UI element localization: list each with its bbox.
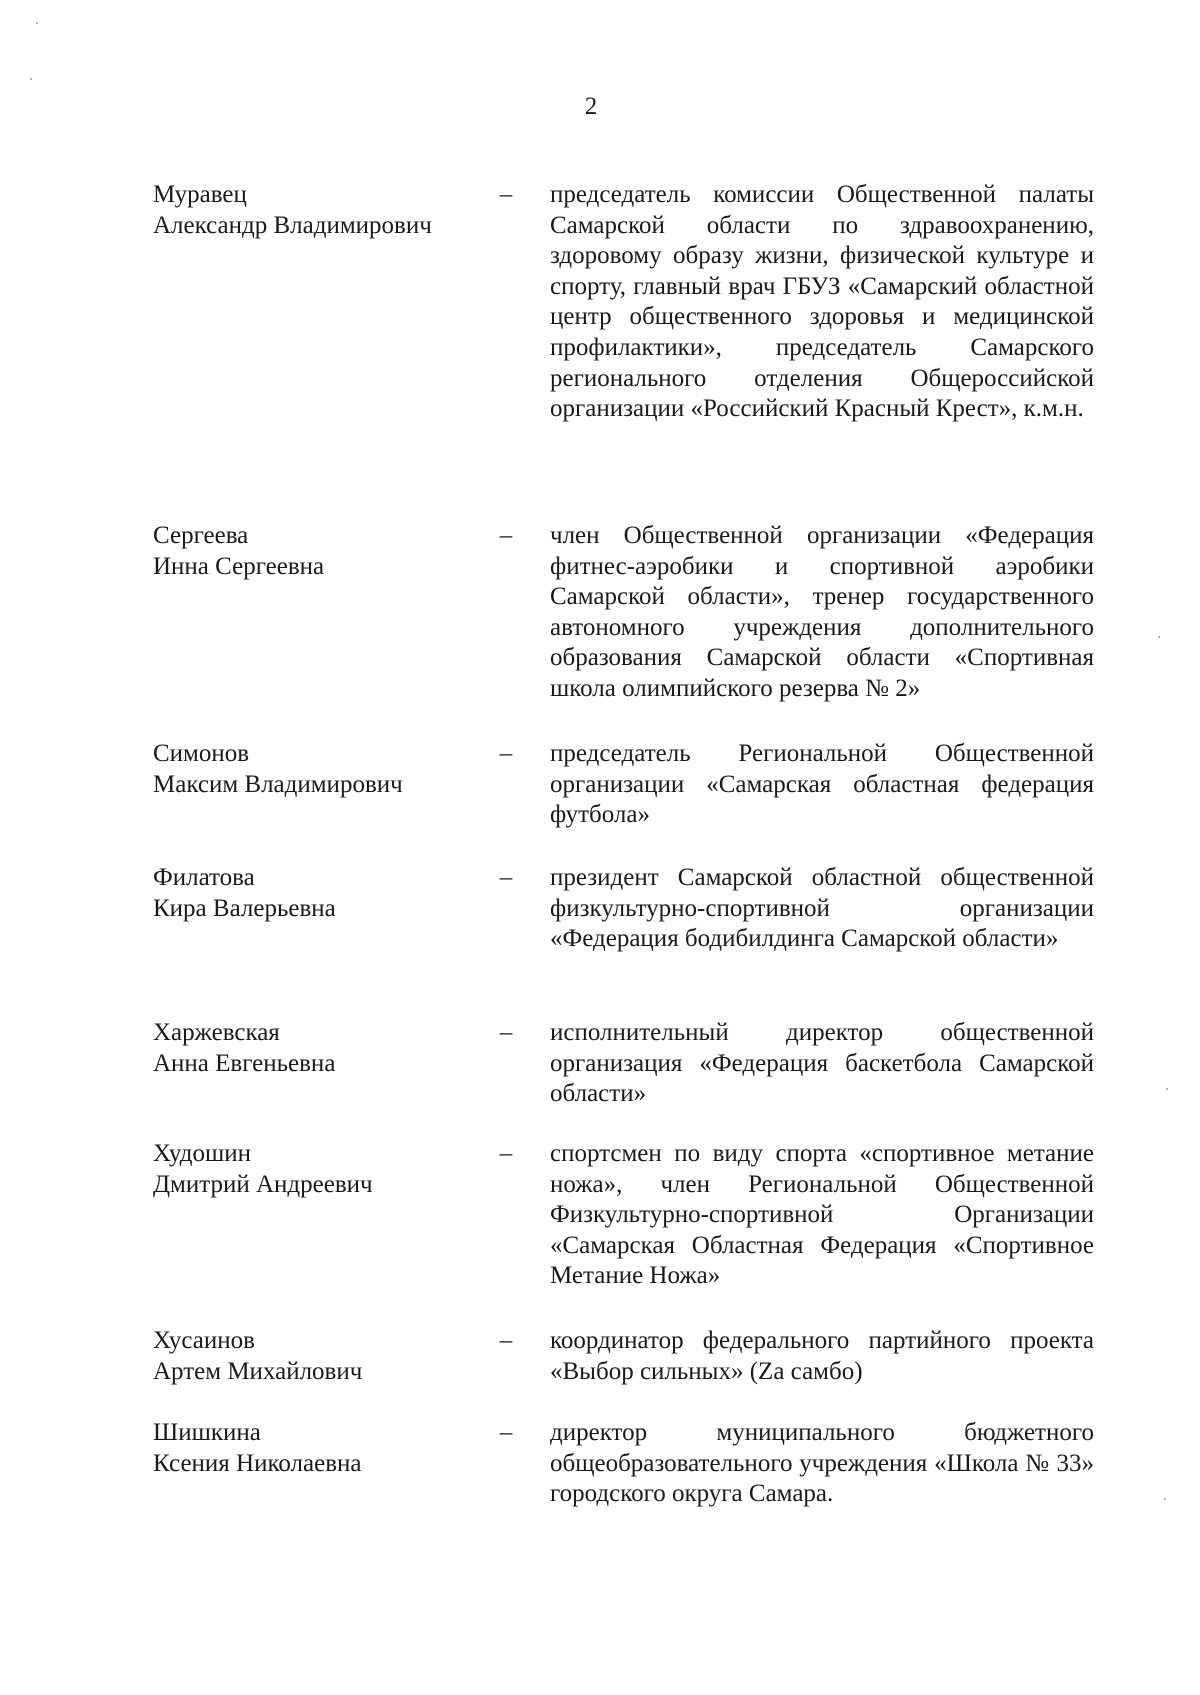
dash-separator: –: [499, 1019, 513, 1046]
scan-speck: [1166, 1088, 1168, 1090]
scan-speck: [30, 78, 32, 80]
dash-separator: –: [499, 740, 513, 767]
member-given-names: Ксения Николаевна: [153, 1449, 362, 1477]
member-given-names: Артем Михайлович: [153, 1357, 363, 1385]
member-name: [153, 739, 483, 800]
member-role: спортсмен по виду спорта «спортивное метание ножа», член Региональной Общественной Физкультурно-спортивной Организации «Самарская Областная Федерация «Спортивное Метание Ножа»: [550, 1140, 1094, 1290]
member-surname: Шишкина: [153, 1419, 261, 1446]
dash-separator: –: [499, 181, 513, 208]
member-surname: Хусаинов: [153, 1327, 255, 1354]
member-given-names: Максим Владимирович: [153, 770, 403, 798]
member-name: [153, 521, 483, 582]
member-name: [153, 1018, 483, 1079]
member-role: член Общественной организации «Федерация фитнес-аэробики и спортивной аэробики Самарской области», тренер государственного автономного учреждения дополнительного образования Самарской области «Спортивная школа олимпийского резерва № 2»: [550, 522, 1094, 702]
scan-speck: [1164, 1498, 1166, 1500]
member-name: [153, 180, 483, 241]
scan-speck: [1158, 636, 1160, 638]
member-given-names: Кира Валерьевна: [153, 894, 336, 922]
member-name: [153, 1418, 483, 1479]
member-surname: Филатова: [153, 864, 255, 891]
scan-speck: [36, 22, 38, 24]
member-role: председатель комиссии Общественной палаты Самарской области по здравоохранению, здоровому образу жизни, физической культуре и спорту, главный врач ГБУЗ «Самарский областной центр общественного здоровья и медицинской профилактики», председатель Самарского регионального отделения Общероссийской организации «Российский Красный Крест», к.м.н.: [550, 181, 1094, 423]
member-role: исполнительный директор общественной организация «Федерация баскетбола Самарской области»: [550, 1019, 1094, 1108]
member-surname: Харжевская: [153, 1019, 280, 1046]
member-given-names: Александр Владимирович: [153, 211, 432, 239]
member-given-names: Дмитрий Андреевич: [153, 1170, 373, 1198]
dash-separator: –: [499, 522, 513, 549]
dash-separator: –: [499, 1327, 513, 1354]
member-given-names: Анна Евгеньевна: [153, 1049, 336, 1077]
dash-separator: –: [499, 1419, 513, 1446]
member-name: [153, 1326, 483, 1387]
dash-separator: –: [499, 1140, 513, 1167]
member-role: президент Самарской областной общественной физкультурно-спортивной организации «Федерация бодибилдинга Самарской области»: [550, 864, 1094, 953]
member-name: [153, 1139, 483, 1200]
member-role: координатор федерального партийного проекта «Выбор сильных» (Zа самбо): [550, 1327, 1094, 1385]
member-surname: Симонов: [153, 740, 250, 767]
member-surname: Худошин: [153, 1140, 252, 1167]
dash-separator: –: [499, 864, 513, 891]
member-given-names: Инна Сергеевна: [153, 552, 325, 580]
member-name: [153, 863, 483, 924]
member-role: директор муниципального бюджетного общеобразовательного учреждения «Школа № 33» городского округа Самара.: [550, 1419, 1094, 1508]
member-role: председатель Региональной Общественной организации «Самарская областная федерация футбола»: [550, 740, 1094, 829]
member-surname: Муравец: [153, 181, 247, 208]
member-surname: Сергеева: [153, 522, 249, 549]
page-number: 2: [584, 93, 598, 120]
